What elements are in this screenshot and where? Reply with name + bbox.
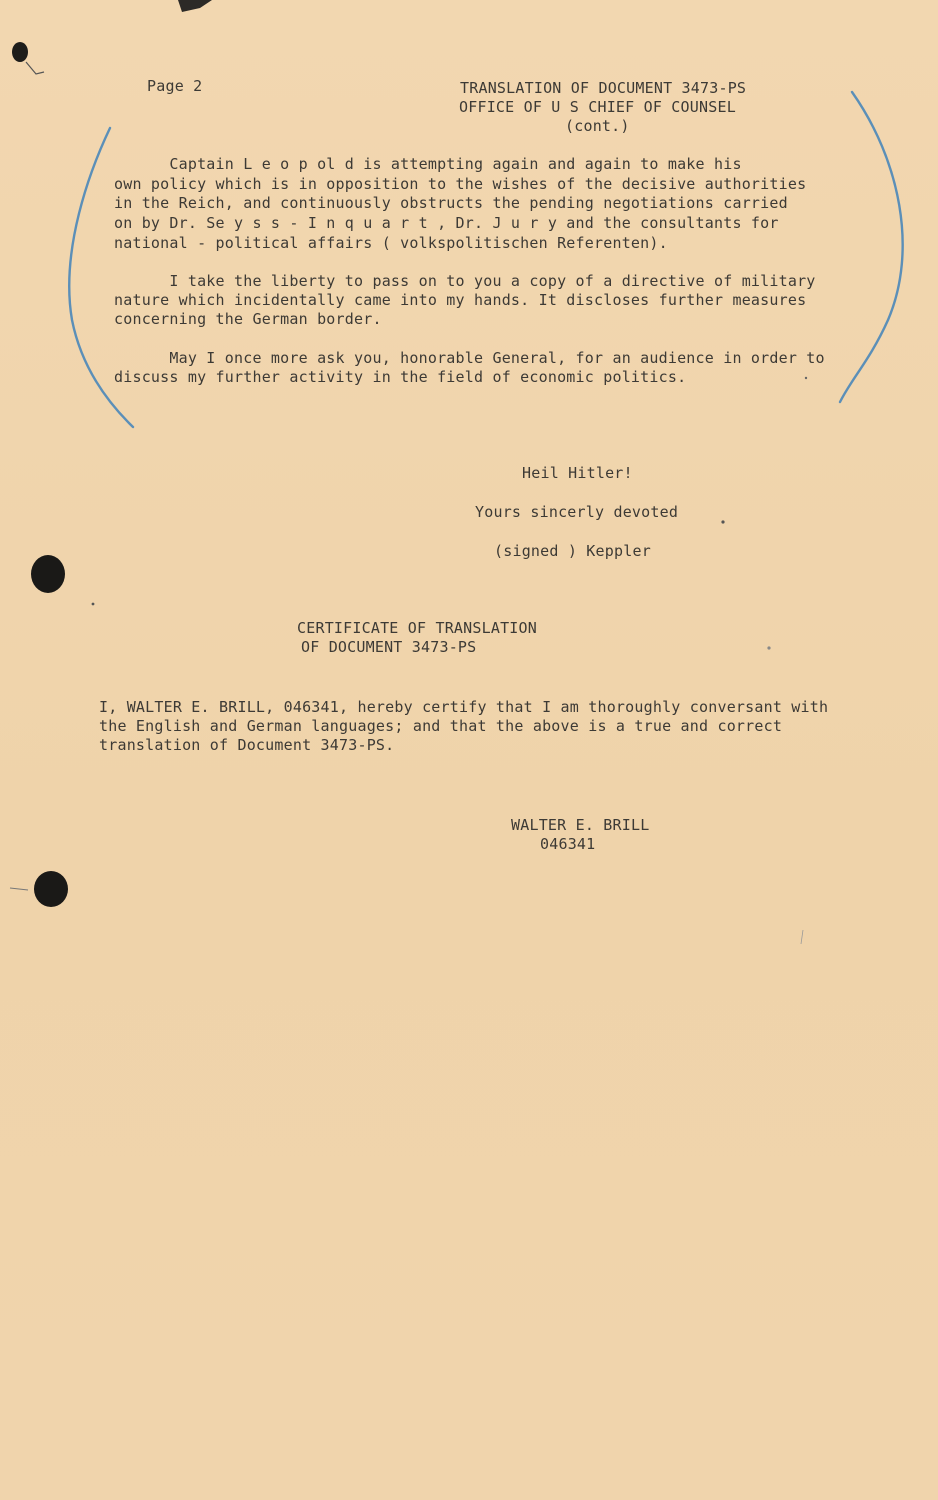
paragraph-1-line-4: on by Dr. Se y s s - I n q u a r t , Dr. J u r y and the consultants for — [114, 214, 779, 232]
paragraph-3-line-2: discuss my further activity in the field of economic politics. — [114, 368, 687, 386]
signature: (signed ) Keppler — [494, 542, 651, 560]
salutation: Heil Hitler! — [522, 464, 633, 482]
document-title: TRANSLATION OF DOCUMENT 3473-PS — [460, 79, 747, 97]
certificate-text-line-3: translation of Document 3473-PS. — [99, 736, 395, 754]
paragraph-1-line-5: national - political affairs ( volkspolitischen Referenten). — [114, 234, 668, 252]
punch-hole-top — [12, 42, 28, 62]
certificate-heading: CERTIFICATE OF TRANSLATION — [297, 619, 537, 637]
punch-hole-lower — [34, 871, 68, 907]
paragraph-2-line-2: nature which incidentally came into my hands. It discloses further measures — [114, 291, 807, 309]
paragraph-2-line-3: concerning the German border. — [114, 310, 382, 328]
top-edge-tear — [178, 0, 212, 12]
valediction: Yours sincerly devoted — [475, 503, 679, 521]
office-title: OFFICE OF U S CHIEF OF COUNSEL — [459, 98, 736, 116]
signer-name: WALTER E. BRILL — [511, 816, 650, 834]
page-label: Page 2 — [147, 77, 203, 95]
paragraph-1-line-2: own policy which is in opposition to the wishes of the decisive authorities — [114, 175, 807, 193]
certificate-text-line-1: I, WALTER E. BRILL, 046341, hereby certify that I am thoroughly conversant with — [99, 698, 829, 716]
signer-number: 046341 — [540, 835, 596, 853]
certificate-subheading: OF DOCUMENT 3473-PS — [301, 638, 477, 656]
blue-bracket-right — [840, 92, 903, 402]
punch-hole-middle — [31, 555, 65, 593]
paragraph-2-line-1: I take the liberty to pass on to you a copy of a directive of military — [114, 272, 816, 290]
certificate-text-line-2: the English and German languages; and that the above is a true and correct — [99, 717, 783, 735]
paragraph-3-line-1: May I once more ask you, honorable General, for an audience in order to — [114, 349, 825, 367]
continued-marker: (cont.) — [565, 117, 630, 135]
paragraph-1-line-1: Captain L e o p ol d is attempting again and again to make his — [114, 155, 742, 173]
paragraph-1-line-3: in the Reich, and continuously obstructs the pending negotiations carried — [114, 194, 788, 212]
